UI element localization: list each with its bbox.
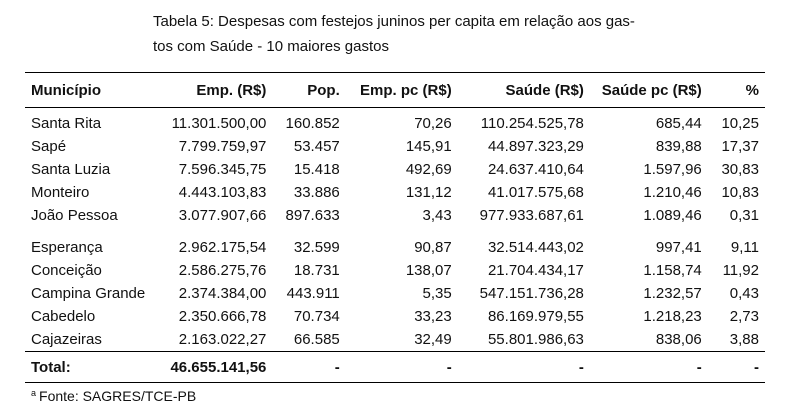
cell-municipio: Cabedelo [31,308,96,325]
cell-saude: 24.637.410,64 [487,161,584,178]
col-header-saude: Saúde (R$) [505,81,584,99]
col-header-percent: % [745,81,759,99]
cell-municipio: Cajazeiras [31,331,102,348]
cell-saude: 41.017.575,68 [487,184,584,201]
cell-saude-pc: 839,88 [655,138,702,155]
cell-municipio: Conceição [31,262,102,279]
cell-saude-pc: 1.210,46 [643,184,702,201]
cell-emp: 2.163.022,27 [178,331,267,348]
group-spacer [25,227,765,236]
cell-emp-pc: 492,69 [405,161,452,178]
cell-municipio: Santa Rita [31,115,102,132]
cell-pop: 897.633 [285,207,340,224]
footnote-mark: a [31,388,37,398]
cell-pop: 18.731 [293,262,340,279]
cell-saude-pc: 1.232,57 [643,285,702,302]
footnote [31,388,196,404]
cell-percent: 0,31 [729,207,759,224]
cell-percent: 2,73 [729,308,759,325]
cell-emp: 3.077.907,66 [178,207,267,224]
col-header-municipio: Município [31,81,101,99]
cell-saude-pc: 1.597,96 [643,161,702,178]
col-header-emp-pc: Emp. pc (R$) [360,81,452,99]
cell-percent: 3,88 [729,331,759,348]
cell-emp: 11.301.500,00 [171,115,267,132]
cell-municipio: Esperança [31,239,103,256]
cell-pop: 66.585 [293,331,340,348]
cell-municipio: João Pessoa [31,207,118,224]
caption-line-1: Tabela 5: Despesas com festejos juninos per capita em relação aos gas- [153,13,635,30]
table-header-row [25,73,765,108]
table-row [25,135,765,158]
table-caption [153,9,633,59]
cell-emp: 4.443.103,83 [178,184,267,201]
cell-saude: 32.514.443,02 [487,239,584,256]
cell-saude-pc: 1.218,23 [643,308,702,325]
cell-emp-pc: 145,91 [405,138,452,155]
cell-pop: 15.418 [293,161,340,178]
cell-percent: 9,11 [730,239,759,256]
cell-saude: 110.254.525,78 [480,115,584,132]
cell-percent: - [754,358,759,376]
cell-pop: 33.886 [293,184,340,201]
cell-emp-pc: - [446,358,452,376]
col-header-emp: Emp. (R$) [196,81,267,99]
cell-percent: 10,83 [721,184,759,201]
cell-saude-pc: 1.158,74 [643,262,702,279]
cell-saude: 21.704.434,17 [487,262,584,279]
table-row [25,282,765,305]
col-header-pop: Pop. [307,81,340,99]
cell-municipio: Campina Grande [31,285,146,302]
cell-saude-pc: 685,44 [655,115,702,132]
cell-saude: 977.933.687,61 [479,207,584,224]
table-row [25,305,765,328]
table-row [25,328,765,352]
table-total-row [25,352,765,383]
cell-saude: 44.897.323,29 [487,138,584,155]
cell-percent: 10,25 [721,115,759,132]
caption-line-2: tos com Saúde - 10 maiores gastos [153,38,389,55]
cell-saude: 547.151.736,28 [479,285,584,302]
table-row [25,204,765,227]
cell-emp: 2.374.384,00 [178,285,267,302]
footnote-text: Fonte: SAGRES/TCE-PB [39,388,197,404]
cell-percent: 30,83 [721,161,759,178]
cell-emp-pc: 5,35 [422,285,452,302]
cell-pop: 53.457 [293,138,340,155]
cell-emp: 2.962.175,54 [178,239,267,256]
cell-emp-pc: 131,12 [405,184,452,201]
cell-saude-pc: 997,41 [655,239,702,256]
cell-saude: - [578,358,584,376]
cell-emp: 2.586.275,76 [178,262,267,279]
cell-saude: 86.169.979,55 [487,308,584,325]
cell-saude: 55.801.986,63 [487,331,584,348]
cell-emp-pc: 32,49 [414,331,452,348]
cell-emp: 7.799.759,97 [178,138,267,155]
cell-percent: 17,37 [721,138,759,155]
cell-emp: 2.350.666,78 [178,308,267,325]
cell-emp-pc: 3,43 [422,207,452,224]
cell-percent: 0,43 [729,285,759,302]
cell-pop: 32.599 [293,239,340,256]
cell-pop: - [334,358,340,376]
expenses-table [25,72,765,383]
cell-emp: 7.596.345,75 [178,161,267,178]
cell-municipio: Total: [31,358,71,376]
cell-pop: 160.852 [285,115,340,132]
cell-municipio: Monteiro [31,184,90,201]
col-header-saude-pc: Saúde pc (R$) [601,81,702,99]
cell-emp-pc: 33,23 [414,308,452,325]
cell-pop: 443.911 [286,285,340,302]
cell-emp-pc: 90,87 [414,239,452,256]
cell-emp-pc: 138,07 [405,262,452,279]
table-row [25,158,765,181]
cell-municipio: Santa Luzia [31,161,111,178]
group-spacer-cell [25,227,765,236]
table-body [25,108,765,383]
cell-municipio: Sapé [31,138,67,155]
cell-saude-pc: - [696,358,702,376]
cell-emp-pc: 70,26 [414,115,452,132]
cell-emp: 46.655.141,56 [170,358,267,376]
table-row [25,236,765,259]
table-row [25,108,765,136]
table-row [25,259,765,282]
cell-saude-pc: 838,06 [655,331,702,348]
cell-pop: 70.734 [293,308,340,325]
cell-saude-pc: 1.089,46 [643,207,702,224]
table-row [25,181,765,204]
cell-percent: 11,92 [722,262,759,279]
